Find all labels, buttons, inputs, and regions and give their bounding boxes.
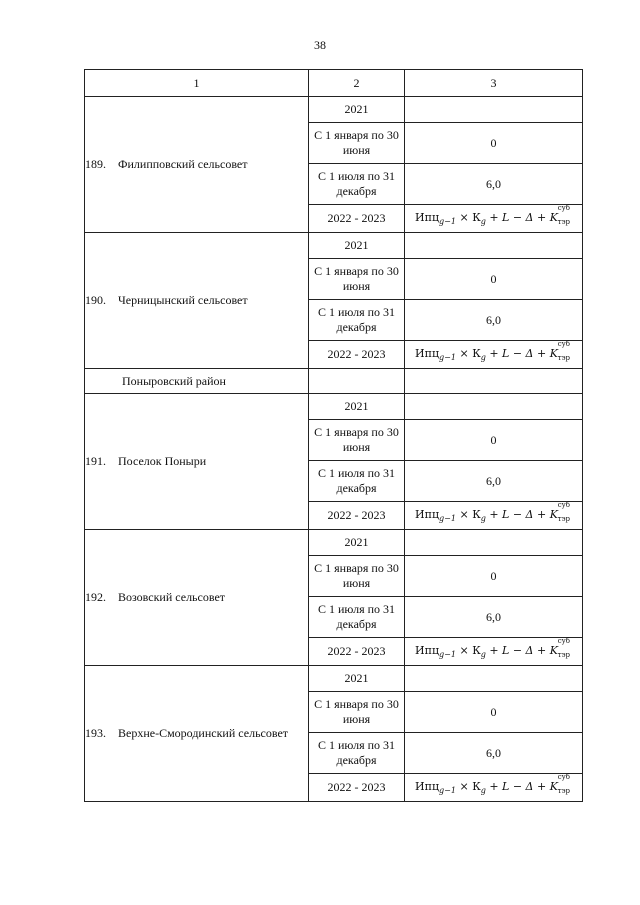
settlement-name: Возовский сельсовет: [118, 590, 226, 604]
empty-cell: [405, 233, 583, 259]
header-row: [85, 70, 583, 97]
table-body: [85, 97, 583, 802]
period-cell: С 1 января по 30 июня: [309, 692, 405, 733]
formula-plus-l: + L − Δ +: [485, 211, 550, 224]
formula-kter-sup: суб: [557, 204, 570, 212]
formula-kter-sup: суб: [557, 773, 570, 781]
formula-kter: [549, 637, 572, 659]
formula-kter-sup: суб: [557, 340, 570, 348]
formula-times: ×: [455, 508, 473, 521]
formula-times: ×: [455, 211, 473, 224]
formula-ipc-sub: g−1: [439, 650, 456, 659]
value-cell: 0: [405, 259, 583, 300]
header-col-2: 2: [309, 70, 405, 97]
table-row: [85, 666, 583, 692]
formula-ipc: Ипц: [415, 780, 440, 793]
formula-k-sub: g: [480, 353, 486, 362]
formula-kter-base: K: [549, 644, 558, 657]
formula-k: К: [472, 347, 481, 360]
formula-ipc: Ипц: [415, 644, 440, 657]
value-cell: 6,0: [405, 300, 583, 341]
formula-k: К: [472, 780, 481, 793]
formula-kter-base: K: [549, 780, 558, 793]
formula-kter: [549, 340, 572, 362]
formula-kter: [549, 501, 572, 523]
value-cell: 6,0: [405, 461, 583, 502]
formula-times: ×: [455, 780, 473, 793]
settlement-number: 191.: [85, 454, 106, 468]
district-row: [85, 369, 583, 394]
value-cell: 0: [405, 420, 583, 461]
period-cell: 2021: [309, 233, 405, 259]
settlement-cell: [85, 97, 309, 233]
settlement-cell: [85, 666, 309, 802]
formula-plus-l: + L − Δ +: [485, 644, 550, 657]
formula-ipc-sub: g−1: [439, 217, 456, 226]
period-cell: С 1 июля по 31 декабря: [309, 164, 405, 205]
empty-cell: [405, 97, 583, 123]
formula-ipc: Ипц: [415, 347, 440, 360]
value-cell: 0: [405, 692, 583, 733]
period-cell: С 1 января по 30 июня: [309, 259, 405, 300]
period-cell: 2022 - 2023: [309, 502, 405, 530]
period-cell: 2022 - 2023: [309, 205, 405, 233]
empty-cell: [405, 369, 583, 394]
settlement-name: Черницынский сельсовет: [118, 293, 248, 307]
period-cell: С 1 июля по 31 декабря: [309, 300, 405, 341]
formula-ipc: Ипц: [415, 211, 440, 224]
formula-k-sub: g: [480, 217, 486, 226]
header-col-1: 1: [85, 70, 309, 97]
settlement-cell: [85, 394, 309, 530]
period-cell: С 1 января по 30 июня: [309, 420, 405, 461]
formula-k-sub: g: [480, 650, 486, 659]
formula-kter-sub: тэр: [557, 354, 570, 362]
period-cell: 2021: [309, 666, 405, 692]
value-cell: 6,0: [405, 733, 583, 774]
formula-ipc-sub: g−1: [439, 786, 456, 795]
formula-plus-l: + L − Δ +: [485, 508, 550, 521]
settlement-number: 193.: [85, 726, 106, 740]
empty-cell: [405, 530, 583, 556]
formula-ipc: Ипц: [415, 508, 440, 521]
period-cell: С 1 июля по 31 декабря: [309, 461, 405, 502]
settlement-number: 192.: [85, 590, 106, 604]
formula-kter-sub: тэр: [557, 787, 570, 795]
table-row: [85, 394, 583, 420]
tariff-table: [84, 69, 583, 802]
value-cell: 6,0: [405, 164, 583, 205]
formula-k-sub: g: [480, 786, 486, 795]
formula-kter-sup: суб: [557, 637, 570, 645]
period-cell: С 1 января по 30 июня: [309, 123, 405, 164]
settlement-number: 190.: [85, 293, 106, 307]
period-cell: С 1 июля по 31 декабря: [309, 733, 405, 774]
formula-times: ×: [455, 644, 473, 657]
period-cell: С 1 июля по 31 декабря: [309, 597, 405, 638]
period-cell: 2022 - 2023: [309, 774, 405, 802]
settlement-cell: [85, 233, 309, 369]
formula-k: К: [472, 211, 481, 224]
formula-kter-sub: тэр: [557, 515, 570, 523]
district-name: Поныровский район: [85, 369, 309, 394]
formula-k-sub: g: [480, 514, 486, 523]
value-cell: 0: [405, 556, 583, 597]
table-row: [85, 233, 583, 259]
formula-kter-base: K: [549, 211, 558, 224]
table-row: [85, 530, 583, 556]
empty-cell: [405, 394, 583, 420]
formula-plus-l: + L − Δ +: [485, 780, 550, 793]
table-row: [85, 97, 583, 123]
period-cell: 2021: [309, 97, 405, 123]
settlement-cell: [85, 530, 309, 666]
tariff-formula: [405, 502, 583, 530]
tariff-formula: [405, 341, 583, 369]
empty-cell: [309, 369, 405, 394]
formula-k: К: [472, 508, 481, 521]
formula-times: ×: [455, 347, 473, 360]
formula-k: К: [472, 644, 481, 657]
formula-kter-sub: тэр: [557, 218, 570, 226]
tariff-formula: [405, 774, 583, 802]
tariff-formula: [405, 205, 583, 233]
empty-cell: [405, 666, 583, 692]
period-cell: 2021: [309, 394, 405, 420]
header-col-3: 3: [405, 70, 583, 97]
value-cell: 0: [405, 123, 583, 164]
formula-kter-sub: тэр: [557, 651, 570, 659]
formula-ipc-sub: g−1: [439, 514, 456, 523]
formula-kter-base: K: [549, 508, 558, 521]
formula-plus-l: + L − Δ +: [485, 347, 550, 360]
settlement-number: 189.: [85, 157, 106, 171]
formula-kter: [549, 773, 572, 795]
settlement-name: Верхне-Смородинский сельсовет: [118, 726, 289, 740]
formula-kter: [549, 204, 572, 226]
tariff-formula: [405, 638, 583, 666]
period-cell: 2022 - 2023: [309, 638, 405, 666]
settlement-name: Поселок Поныри: [118, 454, 207, 468]
page-number: 38: [314, 38, 326, 52]
period-cell: 2021: [309, 530, 405, 556]
value-cell: 6,0: [405, 597, 583, 638]
formula-kter-sup: суб: [557, 501, 570, 509]
formula-kter-base: K: [549, 347, 558, 360]
formula-ipc-sub: g−1: [439, 353, 456, 362]
period-cell: С 1 января по 30 июня: [309, 556, 405, 597]
period-cell: 2022 - 2023: [309, 341, 405, 369]
settlement-name: Филипповский сельсовет: [118, 157, 248, 171]
